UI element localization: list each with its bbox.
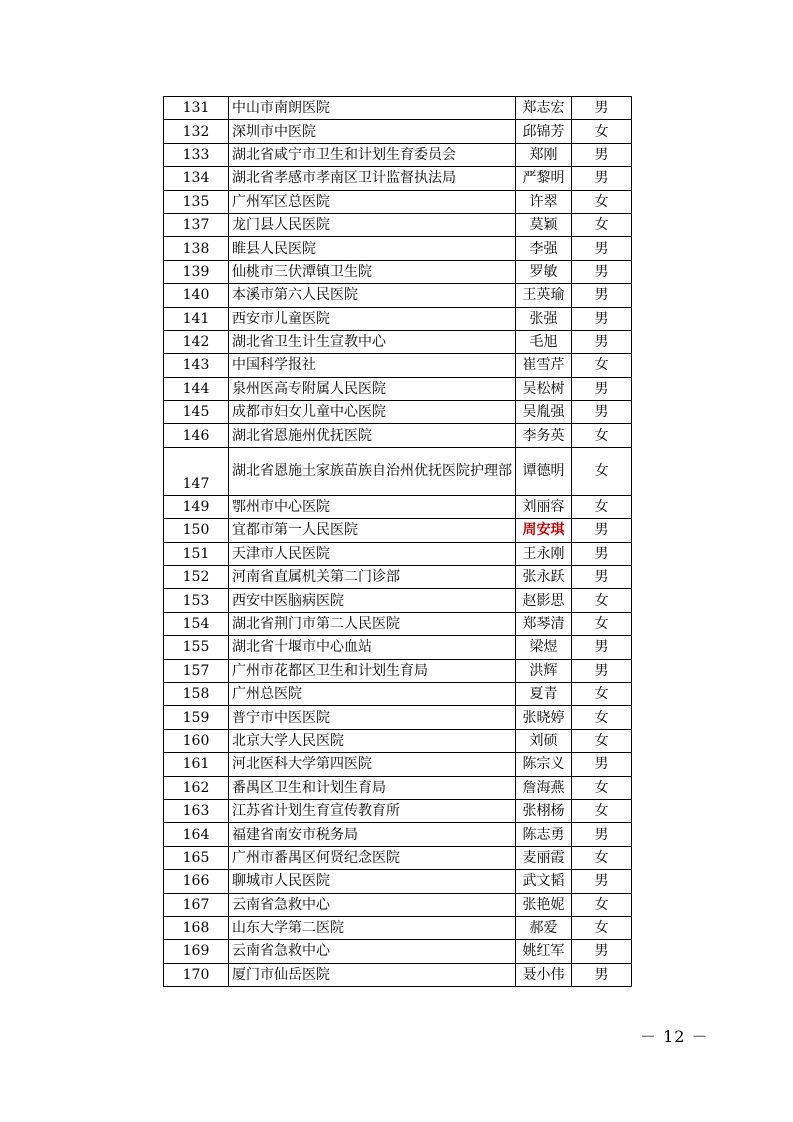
person-name-cell: 周安琪 xyxy=(516,519,572,542)
organization-cell: 中山市南朗医院 xyxy=(229,97,516,120)
table-row xyxy=(164,893,632,916)
row-number: 150 xyxy=(164,519,229,542)
gender-cell: 女 xyxy=(572,612,632,635)
person-name-cell: 郑志宏 xyxy=(516,97,572,120)
row-number: 133 xyxy=(164,143,229,166)
gender-cell: 女 xyxy=(572,589,632,612)
person-name-cell: 夏青 xyxy=(516,682,572,705)
organization-cell: 厦门市仙岳医院 xyxy=(229,963,516,986)
table-row xyxy=(164,636,632,659)
organization-cell: 湖北省咸宁市卫生和计划生育委员会 xyxy=(229,143,516,166)
table-body xyxy=(164,97,632,987)
gender-cell: 女 xyxy=(572,916,632,939)
table-row xyxy=(164,729,632,752)
gender-cell: 男 xyxy=(572,963,632,986)
gender-cell: 男 xyxy=(572,377,632,400)
person-name-cell: 刘硕 xyxy=(516,729,572,752)
table-row xyxy=(164,566,632,589)
gender-cell: 男 xyxy=(572,143,632,166)
table-row xyxy=(164,167,632,190)
person-name-cell: 刘丽容 xyxy=(516,495,572,518)
organization-cell: 睢县人民医院 xyxy=(229,237,516,260)
person-name-cell: 张晓婷 xyxy=(516,706,572,729)
organization-cell: 聊城市人民医院 xyxy=(229,870,516,893)
row-number: 146 xyxy=(164,424,229,447)
gender-cell: 女 xyxy=(572,190,632,213)
person-name-cell: 严黎明 xyxy=(516,167,572,190)
table-row xyxy=(164,870,632,893)
row-number: 143 xyxy=(164,354,229,377)
organization-cell: 广州总医院 xyxy=(229,682,516,705)
gender-cell: 男 xyxy=(572,542,632,565)
person-name-cell: 吴胤强 xyxy=(516,401,572,424)
gender-cell: 女 xyxy=(572,495,632,518)
table-row xyxy=(164,424,632,447)
table-row xyxy=(164,963,632,986)
table-row xyxy=(164,213,632,236)
table-row xyxy=(164,143,632,166)
row-number: 158 xyxy=(164,682,229,705)
row-number: 145 xyxy=(164,401,229,424)
gender-cell: 男 xyxy=(572,307,632,330)
person-name-cell: 李强 xyxy=(516,237,572,260)
row-number: 155 xyxy=(164,636,229,659)
row-number: 131 xyxy=(164,97,229,120)
organization-cell: 天津市人民医院 xyxy=(229,542,516,565)
row-number: 164 xyxy=(164,823,229,846)
table-row xyxy=(164,659,632,682)
table-row xyxy=(164,776,632,799)
person-name-cell: 张强 xyxy=(516,307,572,330)
gender-cell: 男 xyxy=(572,237,632,260)
gender-cell: 男 xyxy=(572,566,632,589)
gender-cell: 女 xyxy=(572,354,632,377)
row-number: 149 xyxy=(164,495,229,518)
gender-cell: 女 xyxy=(572,706,632,729)
row-number: 134 xyxy=(164,167,229,190)
gender-cell: 女 xyxy=(572,120,632,143)
organization-cell: 泉州医高专附属人民医院 xyxy=(229,377,516,400)
organization-cell: 西安中医脑病医院 xyxy=(229,589,516,612)
person-name-cell: 聂小伟 xyxy=(516,963,572,986)
row-number: 138 xyxy=(164,237,229,260)
row-number: 160 xyxy=(164,729,229,752)
table-row xyxy=(164,260,632,283)
organization-cell: 本溪市第六人民医院 xyxy=(229,284,516,307)
table-row xyxy=(164,447,632,495)
table-row xyxy=(164,846,632,869)
table-row xyxy=(164,495,632,518)
person-name-cell: 梁煜 xyxy=(516,636,572,659)
organization-cell: 云南省急救中心 xyxy=(229,893,516,916)
organization-cell: 河北医科大学第四医院 xyxy=(229,753,516,776)
gender-cell: 男 xyxy=(572,330,632,353)
person-name-cell: 许翠 xyxy=(516,190,572,213)
gender-cell: 女 xyxy=(572,447,632,495)
organization-cell: 湖北省孝感市孝南区卫计监督执法局 xyxy=(229,167,516,190)
organization-cell: 北京大学人民医院 xyxy=(229,729,516,752)
table-row xyxy=(164,120,632,143)
row-number: 154 xyxy=(164,612,229,635)
gender-cell: 男 xyxy=(572,260,632,283)
row-number: 168 xyxy=(164,916,229,939)
gender-cell: 女 xyxy=(572,846,632,869)
gender-cell: 男 xyxy=(572,823,632,846)
person-name-cell: 姚红军 xyxy=(516,940,572,963)
organization-cell: 鄂州市中心医院 xyxy=(229,495,516,518)
row-number: 163 xyxy=(164,799,229,822)
person-name-cell: 吴松树 xyxy=(516,377,572,400)
person-name-cell: 张栩杨 xyxy=(516,799,572,822)
table-row xyxy=(164,190,632,213)
table-row xyxy=(164,307,632,330)
row-number: 151 xyxy=(164,542,229,565)
person-name-cell: 王永刚 xyxy=(516,542,572,565)
gender-cell: 男 xyxy=(572,659,632,682)
organization-cell: 普宁市中医医院 xyxy=(229,706,516,729)
gender-cell: 女 xyxy=(572,682,632,705)
table-row xyxy=(164,377,632,400)
person-name-cell: 郑刚 xyxy=(516,143,572,166)
row-number: 170 xyxy=(164,963,229,986)
gender-cell: 男 xyxy=(572,519,632,542)
row-number: 144 xyxy=(164,377,229,400)
row-number: 159 xyxy=(164,706,229,729)
organization-cell: 山东大学第二医院 xyxy=(229,916,516,939)
gender-cell: 男 xyxy=(572,97,632,120)
table-row xyxy=(164,97,632,120)
gender-cell: 女 xyxy=(572,213,632,236)
organization-cell: 广州军区总医院 xyxy=(229,190,516,213)
table-row xyxy=(164,916,632,939)
table-row xyxy=(164,589,632,612)
organization-cell: 宜都市第一人民医院 xyxy=(229,519,516,542)
gender-cell: 男 xyxy=(572,284,632,307)
person-name-cell: 张艳妮 xyxy=(516,893,572,916)
row-number: 152 xyxy=(164,566,229,589)
gender-cell: 男 xyxy=(572,870,632,893)
row-number: 166 xyxy=(164,870,229,893)
row-number: 132 xyxy=(164,120,229,143)
table-row xyxy=(164,401,632,424)
person-name-cell: 罗敏 xyxy=(516,260,572,283)
organization-cell: 番禺区卫生和计划生育局 xyxy=(229,776,516,799)
person-name-cell: 毛旭 xyxy=(516,330,572,353)
gender-cell: 女 xyxy=(572,776,632,799)
row-number: 165 xyxy=(164,846,229,869)
organization-cell: 湖北省荆门市第二人民医院 xyxy=(229,612,516,635)
row-number: 141 xyxy=(164,307,229,330)
organization-cell: 成都市妇女儿童中心医院 xyxy=(229,401,516,424)
row-number: 167 xyxy=(164,893,229,916)
table-row xyxy=(164,284,632,307)
person-name-cell: 陈宗义 xyxy=(516,753,572,776)
person-name-cell: 莫颖 xyxy=(516,213,572,236)
organization-cell: 湖北省十堰市中心血站 xyxy=(229,636,516,659)
table-row xyxy=(164,706,632,729)
organization-cell: 河南省直属机关第二门诊部 xyxy=(229,566,516,589)
row-number: 147 xyxy=(164,447,229,495)
row-number: 135 xyxy=(164,190,229,213)
table-row xyxy=(164,753,632,776)
table-row xyxy=(164,682,632,705)
table-row xyxy=(164,354,632,377)
table-row xyxy=(164,612,632,635)
organization-cell: 仙桃市三伏潭镇卫生院 xyxy=(229,260,516,283)
person-name-cell: 郑琴清 xyxy=(516,612,572,635)
person-name-cell: 麦丽霞 xyxy=(516,846,572,869)
person-name-cell: 邱锦芳 xyxy=(516,120,572,143)
row-number: 139 xyxy=(164,260,229,283)
person-name-cell: 武文韬 xyxy=(516,870,572,893)
person-name-cell: 王英瑜 xyxy=(516,284,572,307)
row-number: 137 xyxy=(164,213,229,236)
organization-cell: 云南省急救中心 xyxy=(229,940,516,963)
person-name-cell: 郝爱 xyxy=(516,916,572,939)
person-name-cell: 张永跃 xyxy=(516,566,572,589)
person-name-cell: 陈志勇 xyxy=(516,823,572,846)
gender-cell: 男 xyxy=(572,636,632,659)
row-number: 153 xyxy=(164,589,229,612)
gender-cell: 男 xyxy=(572,167,632,190)
organization-cell: 湖北省卫生计生宣教中心 xyxy=(229,330,516,353)
row-number: 142 xyxy=(164,330,229,353)
organization-cell: 福建省南安市税务局 xyxy=(229,823,516,846)
row-number: 162 xyxy=(164,776,229,799)
person-name-cell: 李务英 xyxy=(516,424,572,447)
gender-cell: 女 xyxy=(572,729,632,752)
organization-cell: 中国科学报社 xyxy=(229,354,516,377)
page-number: － 12 － xyxy=(640,1027,709,1046)
organization-cell: 广州市花都区卫生和计划生育局 xyxy=(229,659,516,682)
organization-cell: 江苏省计划生育宣传教育所 xyxy=(229,799,516,822)
name-list-table xyxy=(163,96,632,987)
row-number: 157 xyxy=(164,659,229,682)
table-row xyxy=(164,519,632,542)
organization-cell: 湖北省恩施土家族苗族自治州优抚医院护理部 xyxy=(229,447,516,495)
table-row xyxy=(164,940,632,963)
organization-cell: 西安市儿童医院 xyxy=(229,307,516,330)
gender-cell: 男 xyxy=(572,753,632,776)
person-name-cell: 崔雪芹 xyxy=(516,354,572,377)
person-name-cell: 谭德明 xyxy=(516,447,572,495)
gender-cell: 男 xyxy=(572,401,632,424)
organization-cell: 深圳市中医院 xyxy=(229,120,516,143)
gender-cell: 女 xyxy=(572,799,632,822)
table-row xyxy=(164,542,632,565)
organization-cell: 广州市番禺区何贤纪念医院 xyxy=(229,846,516,869)
gender-cell: 男 xyxy=(572,940,632,963)
person-name-cell: 洪辉 xyxy=(516,659,572,682)
table-row xyxy=(164,237,632,260)
table-row xyxy=(164,799,632,822)
organization-cell: 龙门县人民医院 xyxy=(229,213,516,236)
row-number: 161 xyxy=(164,753,229,776)
row-number: 140 xyxy=(164,284,229,307)
person-name-cell: 赵影思 xyxy=(516,589,572,612)
name-list-sheet xyxy=(163,96,632,987)
row-number: 169 xyxy=(164,940,229,963)
gender-cell: 女 xyxy=(572,424,632,447)
person-name-cell: 詹海燕 xyxy=(516,776,572,799)
table-row xyxy=(164,823,632,846)
table-row xyxy=(164,330,632,353)
organization-cell: 湖北省恩施州优抚医院 xyxy=(229,424,516,447)
gender-cell: 女 xyxy=(572,893,632,916)
